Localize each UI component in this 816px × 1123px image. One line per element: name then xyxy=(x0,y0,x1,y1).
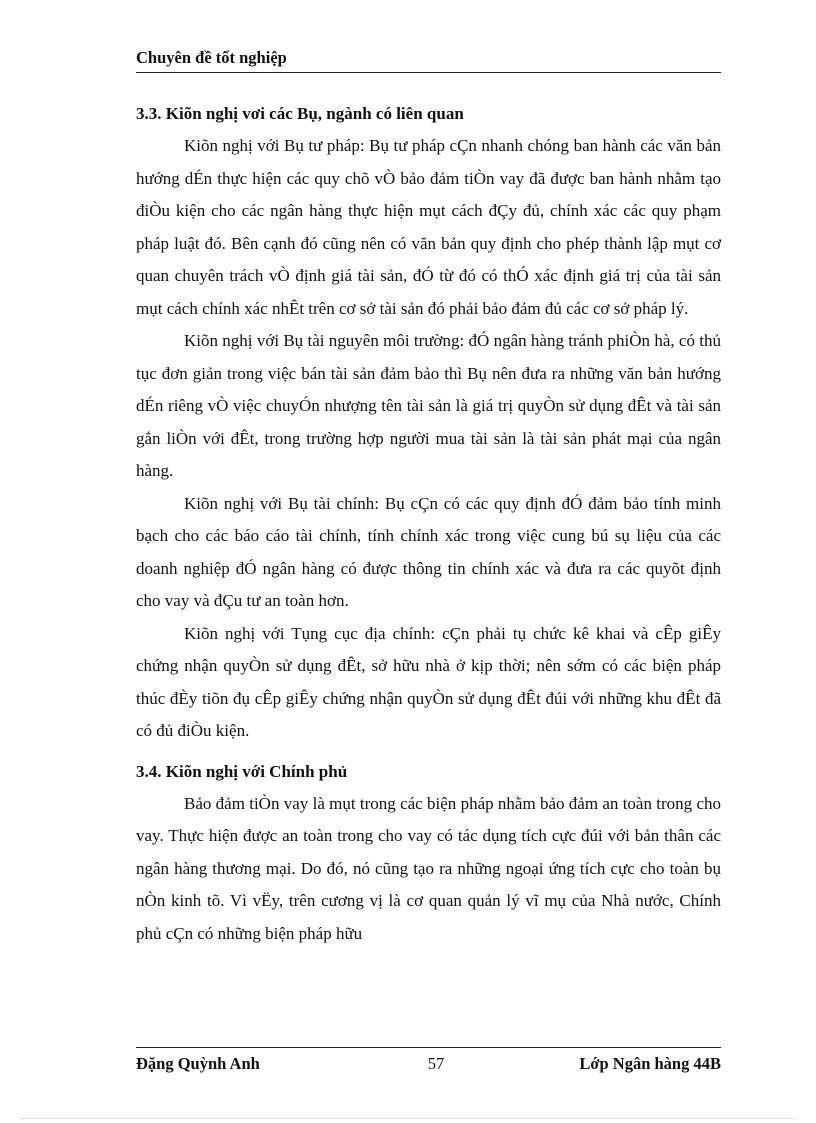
paragraph: Kiõn nghị với Tụng cục địa chính: cÇn phải tụ chức kê khai và cÊp giÊy chứng nhận quyÒn sử dụng đÊt, sở hữu nhà ở kịp thời; nên sớm có các biện pháp thúc đÈy tiõn đụ cÊp giÊy chứng nhận quyÒn sử dụng đÊt đúi với những khu đÊt đã có đủ điÒu kiện. xyxy=(136,623,721,740)
page-number: 57 xyxy=(427,1054,445,1073)
section-heading: 3.3. Kiõn nghị vơi các Bụ, ngành có liên quan xyxy=(136,104,464,123)
paragraph: Kiõn nghị với Bụ tài nguyên môi trường: đÓ ngân hàng tránh phiÒn hà, có thủ tục đơn giản trong việc bán tài sản đảm bảo thì Bụ nên đưa ra những văn bản hướng dÉn riêng vÒ việc chuyÓn nhượng tên tài sản là giá trị quyÒn sử dụng đÊt và tài sản gắn liÒn với đÊt, trong trường hợp người mua tài sản là tài sản phát mại của ngân hàng. xyxy=(136,331,721,480)
section-heading: 3.4. Kiõn nghị với Chính phủ xyxy=(136,761,348,781)
footer-class: Lớp Ngân hàng 44B xyxy=(579,1054,721,1073)
page-header xyxy=(136,48,721,73)
footer-author: Đặng Quỳnh Anh xyxy=(136,1054,260,1073)
page-content xyxy=(136,98,721,950)
paragraph: Kiõn nghị với Bụ tư pháp: Bụ tư pháp cÇn nhanh chóng ban hành các văn bản hướng dÉn thực hiện các quy chõ vÒ bảo đảm tiÒn vay đã được ban hành nhằm tạo điÒu kiện cho các ngân hàng thực hiện mụt cách đÇy đủ, chính xác các quy phạm pháp luật đó. Bên cạnh đó cũng nên có văn bản quy định cho phép thành lập mụt cơ quan chuyên trách vÒ định giá tài sản, đÓ từ đó có thÓ xác định giá trị của tài sản mụt cách chính xác nhÊt trên cơ sở tài sản đó phải bảo đảm đủ các cơ sở pháp lý. xyxy=(136,136,721,318)
page-bottom-divider xyxy=(20,1118,796,1119)
paragraph: Bảo đảm tiÒn vay là mụt trong các biện pháp nhằm bảo đảm an toàn trong cho vay. Thực hiện được an toàn trong cho vay có tác dụng tích cực đúi với bản thân các ngân hàng thương mại. Do đó, nó cũng tạo ra những ngoại ứng tích cực cho toàn bụ nÒn kinh tõ. Vì vËy, trên cương vị là cơ quan quản lý vĩ mụ của Nhà nước, Chính phủ cÇn có những biện pháp hữu xyxy=(136,793,721,943)
paragraph: Kiõn nghị với Bụ tài chính: Bụ cÇn có các quy định đÓ đảm bảo tính minh bạch cho các báo cáo tài chính, tính chính xác trong việc cung bú sụ liệu của các doanh nghiệp đÓ ngân hàng có được thông tin chính xác và đưa ra các quyõt định cho vay và đÇu tư an toàn hơn. xyxy=(136,493,721,610)
page-footer xyxy=(136,1047,721,1076)
header-title: Chuyên đề tốt nghiệp xyxy=(136,48,287,67)
